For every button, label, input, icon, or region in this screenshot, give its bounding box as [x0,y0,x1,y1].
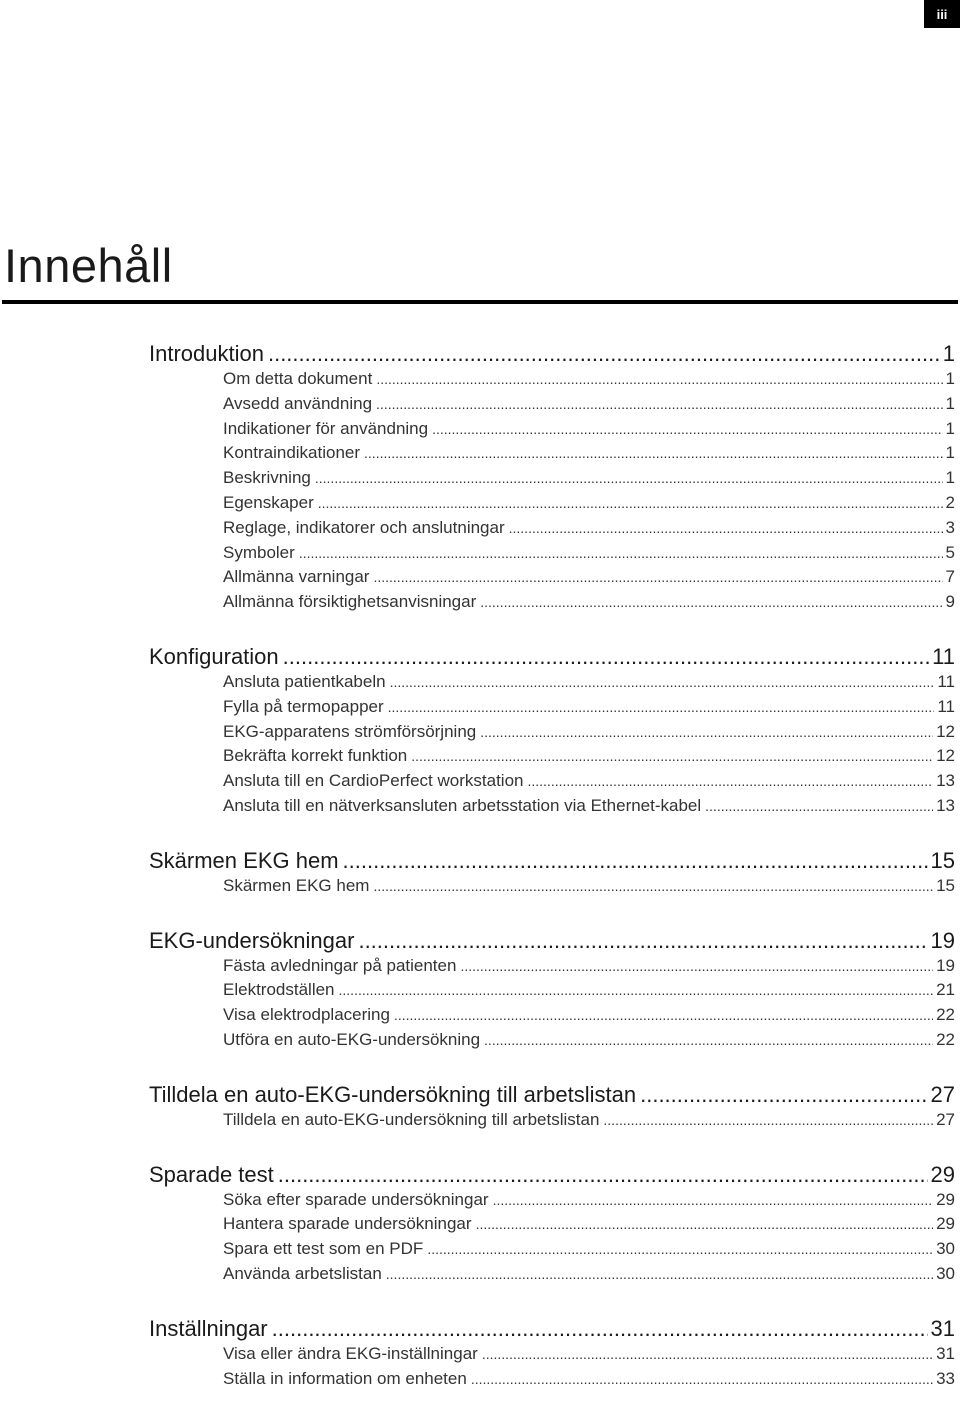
toc-entry-title: Utföra en auto-EKG-undersökning [223,1029,481,1049]
toc-page-number: 21 [936,980,955,1000]
dot-leader [705,794,933,819]
dot-leader [364,441,943,466]
toc-page-number: 31 [936,1343,955,1363]
toc-entry[interactable] [149,516,955,541]
toc-entry[interactable] [149,417,955,442]
toc-page-number: 1 [945,468,955,488]
toc-entry[interactable] [149,794,955,819]
toc-entry-title: Reglage, indikatorer och anslutningar [223,517,505,537]
toc-chapter-sk-rmen-ekg-hem[interactable] [149,847,955,874]
table-of-contents [149,340,955,1419]
toc-entry-title: Söka efter sparade undersökningar [223,1189,489,1209]
dot-leader [386,1262,933,1287]
dot-leader [460,954,933,979]
toc-entry[interactable] [149,1188,955,1213]
dot-leader [603,1108,933,1133]
toc-page-number: 13 [936,795,955,815]
toc-entry-title: Beskrivning [223,468,311,488]
toc-entry-title: Skärmen EKG hem [149,847,339,873]
toc-chapter-inst-llningar[interactable] [149,1315,955,1342]
toc-entry[interactable] [149,565,955,590]
dot-leader [339,978,934,1003]
toc-chapter-sparade-test[interactable] [149,1161,955,1188]
toc-section [149,1081,955,1133]
toc-chapter-konfiguration[interactable] [149,643,955,670]
toc-page-number: 1 [945,369,955,388]
dot-leader [278,1161,928,1188]
dot-leader [373,874,933,899]
toc-entry[interactable] [149,769,955,794]
toc-page-number: 2 [945,492,955,512]
toc-chapter-ekg-unders-kningar[interactable] [149,927,955,954]
toc-page-number: 9 [945,592,955,612]
toc-entry[interactable] [149,1237,955,1262]
toc-page-number: 11 [932,643,955,669]
dot-leader [390,670,935,695]
toc-entry[interactable] [149,1262,955,1287]
dot-leader [411,744,933,769]
toc-entry-title: Använda arbetslistan [223,1263,382,1283]
dot-leader [480,590,942,615]
toc-entry[interactable] [149,744,955,769]
toc-page-number: 1 [945,443,955,463]
toc-entry-title: Egenskaper [223,492,314,512]
dot-leader [509,516,943,541]
toc-entry-title: Hantera sparade undersökningar [223,1214,472,1234]
dot-leader [482,1342,933,1367]
toc-section [149,340,955,615]
toc-entry[interactable] [149,1028,955,1053]
toc-section [149,1315,955,1392]
dot-leader [484,1028,933,1053]
dot-leader [268,340,940,367]
dot-leader [315,466,943,491]
dot-leader [318,491,943,516]
toc-entry-title: Spara ett test som en PDF [223,1239,424,1259]
dot-leader [373,565,942,590]
toc-entry-title: Om detta dokument [223,369,373,388]
toc-entry-title: Visa elektrodplacering [223,1005,390,1025]
toc-entry-title: Skärmen EKG hem [223,875,370,895]
toc-entry-title: Indikationer för användning [223,418,429,438]
toc-entry-title: EKG-undersökningar [149,927,355,953]
toc-page-number: 22 [936,1005,955,1025]
toc-entry-title: Tilldela en auto-EKG-undersökning till arbetslistan [223,1109,600,1129]
toc-entry-title: Inställningar [149,1315,268,1341]
toc-entry-title: Allmänna varningar [223,567,370,587]
toc-entry[interactable] [149,1003,955,1028]
toc-page-number: 13 [936,771,955,791]
toc-page-number: 27 [936,1109,955,1129]
toc-entry[interactable] [149,392,955,417]
toc-entry[interactable] [149,491,955,516]
toc-entry[interactable] [149,670,955,695]
toc-chapter-introduktion[interactable] [149,340,955,367]
toc-entry-title: Bekräfta korrekt funktion [223,746,408,766]
toc-entry[interactable] [149,441,955,466]
toc-entry-title: Ansluta till en CardioPerfect workstation [223,771,524,791]
dot-leader [283,643,930,670]
dot-leader [343,847,928,874]
toc-entry[interactable] [149,1108,955,1133]
toc-entry-title: Introduktion [149,341,264,366]
toc-page-number: 5 [945,542,955,562]
toc-entry[interactable] [149,695,955,720]
dot-leader [640,1081,927,1108]
toc-page-number: 12 [936,746,955,766]
toc-page-number: 15 [936,875,955,895]
dot-leader [476,1212,934,1237]
toc-page-number: 11 [937,696,955,716]
toc-entry-title: Avsedd användning [223,393,373,413]
toc-page-number: 7 [945,567,955,587]
dot-leader [394,1003,933,1028]
dot-leader [527,769,933,794]
dot-leader [480,720,933,745]
dot-leader [299,541,943,566]
toc-page-number: 30 [936,1263,955,1283]
toc-entry[interactable] [149,720,955,745]
toc-page-number: 27 [930,1081,955,1107]
toc-entry-title: Kontraindikationer [223,443,361,463]
toc-entry[interactable] [149,367,955,392]
toc-page-number: 19 [936,955,955,975]
dot-leader [471,1367,933,1392]
toc-page-number: 1 [942,341,955,366]
toc-page-number: 15 [930,847,955,873]
toc-section [149,643,955,819]
toc-entry-title: Ställa in information om enheten [223,1368,467,1388]
heading-rule [2,300,958,304]
toc-page-number: 30 [936,1239,955,1259]
toc-entry[interactable] [149,590,955,615]
toc-page-number: 33 [936,1368,955,1388]
toc-entry-title: Fästa avledningar på patienten [223,955,457,975]
toc-entry-title: Symboler [223,542,295,562]
toc-entry[interactable] [149,466,955,491]
toc-entry[interactable] [149,1367,955,1392]
toc-section [149,927,955,1053]
toc-page-number: 22 [936,1029,955,1049]
toc-entry-title: Sparade test [149,1161,274,1187]
toc-entry-title: EKG-apparatens strömförsörjning [223,721,477,741]
toc-chapter-tilldela-en-auto-ekg-unders-kning-till-arbetslistan[interactable] [149,1081,955,1108]
dot-leader [427,1237,933,1262]
toc-page-number: 31 [930,1315,955,1341]
toc-entry[interactable] [149,954,955,979]
toc-entry[interactable] [149,1342,955,1367]
dot-leader [376,367,942,392]
toc-entry-title: Ansluta patientkabeln [223,671,386,691]
dot-leader [358,927,927,954]
dot-leader [272,1315,928,1342]
dot-leader [493,1188,934,1213]
toc-entry-title: Tilldela en auto-EKG-undersökning till arbetslistan [149,1081,637,1107]
toc-entry-title: Visa eller ändra EKG-inställningar [223,1343,478,1363]
toc-entry-title: Allmänna försiktighetsanvisningar [223,592,477,612]
toc-page-number: 1 [945,418,955,438]
toc-page-number: 12 [936,721,955,741]
toc-entry[interactable] [149,874,955,899]
toc-section [149,847,955,899]
toc-entry-title: Ansluta till en nätverksansluten arbetsstation via Ethernet-kabel [223,795,702,815]
toc-page-number: 29 [936,1189,955,1209]
toc-page-number: 19 [930,927,955,953]
page-number-tab: iii [924,0,960,28]
toc-entry-title: Fylla på termopapper [223,696,384,716]
toc-page-number: 1 [945,393,955,413]
toc-entry[interactable] [149,978,955,1003]
toc-page-number: 29 [930,1161,955,1187]
dot-leader [388,695,935,720]
dot-leader [432,417,942,442]
toc-page-number: 11 [937,671,955,691]
dot-leader [376,392,942,417]
toc-entry-title: Konfiguration [149,643,279,669]
toc-section [149,1161,955,1287]
toc-entry-title: Elektrodställen [223,980,335,1000]
toc-page-number: 29 [936,1214,955,1234]
toc-page-number: 3 [945,517,955,537]
page-title: Innehåll [4,239,173,292]
toc-entry[interactable] [149,541,955,566]
toc-entry[interactable] [149,1212,955,1237]
